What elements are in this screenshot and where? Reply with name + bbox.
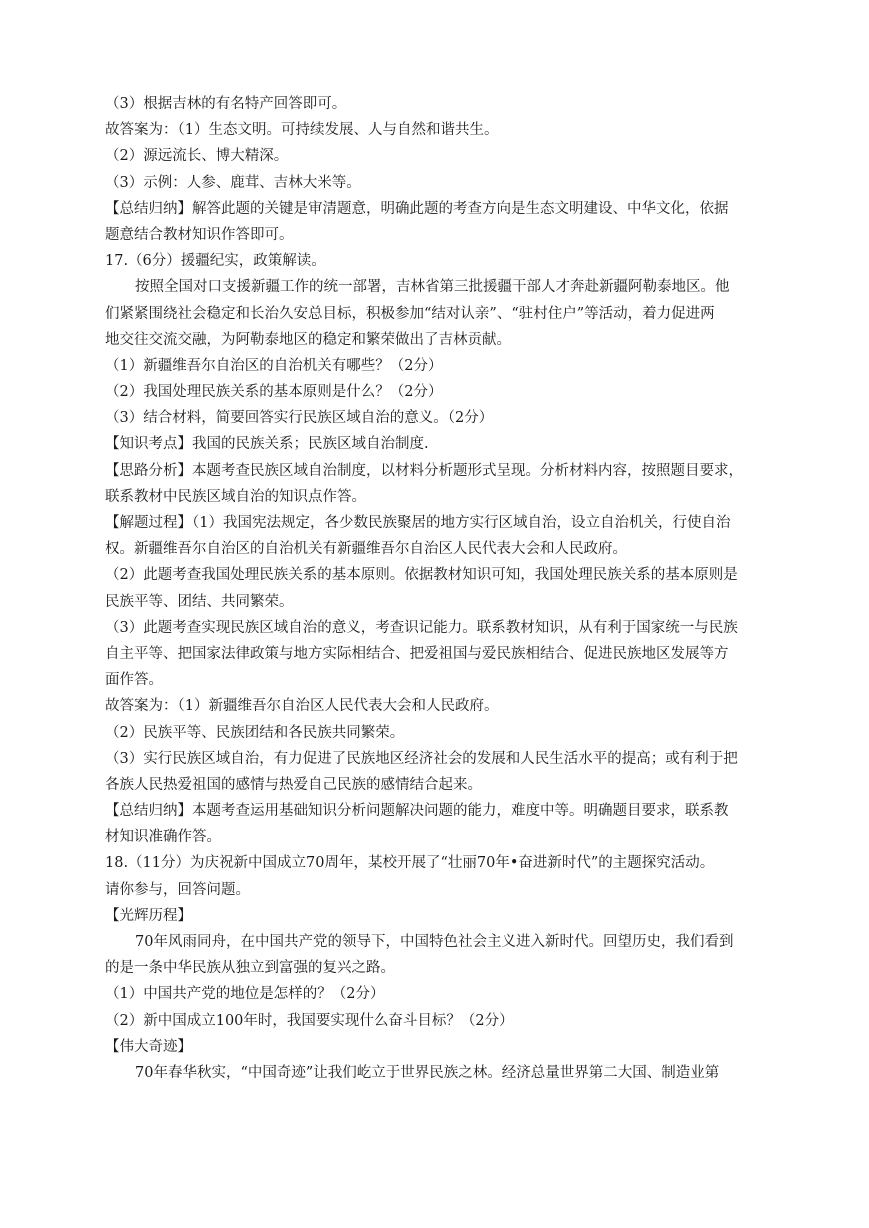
text-line: 【伟大奇迹】: [105, 1038, 192, 1055]
text-line: 17.（6分）援疆纪实，政策解读。: [105, 253, 326, 270]
text-line: （3）根据吉林的有名特产回答即可。: [105, 96, 347, 112]
text-line: 70年风雨同舟，在中国共产党的领导下，中国特色社会主义进入新时代。回望历史，我们看到: [135, 934, 734, 950]
text-line: 请你参与，回答问题。: [105, 881, 250, 898]
text-line: 各族人民热爱祖国的感情与热爱自己民族的感情结合起来。: [105, 776, 482, 793]
text-line: （2）新中国成立100年时，我国要实现什么奋斗目标？（2分）: [105, 1012, 514, 1029]
text-line: 【知识考点】我国的民族关系；民族区域自治制度.: [105, 436, 429, 453]
text-line: 【思路分析】本题考查民族区域自治制度，以材料分析题形式呈现。分析材料内容，按照题目要求，: [105, 462, 743, 479]
text-line: 的是一条中华民族从独立到富强的复兴之路。: [105, 960, 395, 977]
text-line: （2）民族平等、民族团结和各民族共同繁荣。: [105, 724, 405, 741]
text-line: （2）源远流长、博大精深。: [105, 148, 289, 165]
text-line: （3）结合材料，简要回答实行民族区域自治的意义。（2分）: [105, 410, 494, 427]
text-line: 故答案为：（1）新疆维吾尔自治区人民代表大会和人民政府。: [105, 698, 499, 715]
text-line: 18.（11分）为庆祝新中国成立70周年，某校开展了“壮丽70年•奋进新时代”的主题探究活动。: [105, 855, 715, 872]
text-line: 70年春华秋实，“中国奇迹”让我们屹立于世界民族之林。经济总量世界第二大国、制造业第: [135, 1064, 720, 1081]
text-line: 【总结归纳】解答此题的关键是审清题意，明确此题的考查方向是生态文明建设、中华文化，依据: [105, 200, 729, 217]
text-line: （3）此题考查实现民族区域自治的意义，考查识记能力。联系教材知识，从有利于国家统一与民族: [105, 619, 738, 636]
text-line: 题意结合教材知识作答即可。: [105, 226, 294, 243]
text-line: 联系教材中民族区域自治的知识点作答。: [105, 488, 366, 505]
text-line: 面作答。: [105, 672, 163, 689]
text-line: （3）示例：人参、鹿茸、吉林大米等。: [105, 174, 361, 191]
text-line: （1）新疆维吾尔自治区的自治机关有哪些？（2分）: [105, 357, 443, 374]
text-line: （1）中国共产党的地位是怎样的？（2分）: [105, 986, 385, 1003]
text-line: 民族平等、团结、共同繁荣。: [105, 593, 294, 610]
text-line: （2）此题考查我国处理民族关系的基本原则。依据教材知识可知，我国处理民族关系的基本原则是: [105, 567, 738, 584]
text-line: 材知识准确作答。: [105, 829, 221, 846]
text-line: 权。新疆维吾尔自治区的自治机关有新疆维吾尔自治区人民代表大会和人民政府。: [105, 541, 627, 558]
text-line: 地交往交流交融，为阿勒泰地区的稳定和繁荣做出了吉林贡献。: [105, 331, 511, 348]
text-line: 【总结归纳】本题考查运用基础知识分析问题解决问题的能力，难度中等。明确题目要求，联系教: [105, 803, 729, 820]
text-line: （2）我国处理民族关系的基本原则是什么？（2分）: [105, 384, 443, 401]
text-line: 自主平等、把国家法律政策与地方实际相结合、把爱祖国与爱民族相结合、促进民族地区发展等方: [105, 645, 729, 662]
text-line: 【光辉历程】: [105, 907, 192, 924]
text-line: 故答案为：（1）生态文明。可持续发展、人与自然和谐共生。: [105, 122, 499, 139]
text-line: 按照全国对口支援新疆工作的统一部署，吉林省第三批援疆干部人才奔赴新疆阿勒泰地区。他: [135, 279, 730, 296]
text-line: 们紧紧围绕社会稳定和长治久安总目标，积极参加“结对认亲”、“驻村住户”等活动，着力促进两: [105, 305, 715, 322]
text-line: （3）实行民族区域自治，有力促进了民族地区经济社会的发展和人民生活水平的提高；或有利于把: [105, 750, 738, 767]
text-line: 【解题过程】（1）我国宪法规定，各少数民族聚居的地方实行区域自治，设立自治机关，行使自治: [105, 515, 731, 531]
